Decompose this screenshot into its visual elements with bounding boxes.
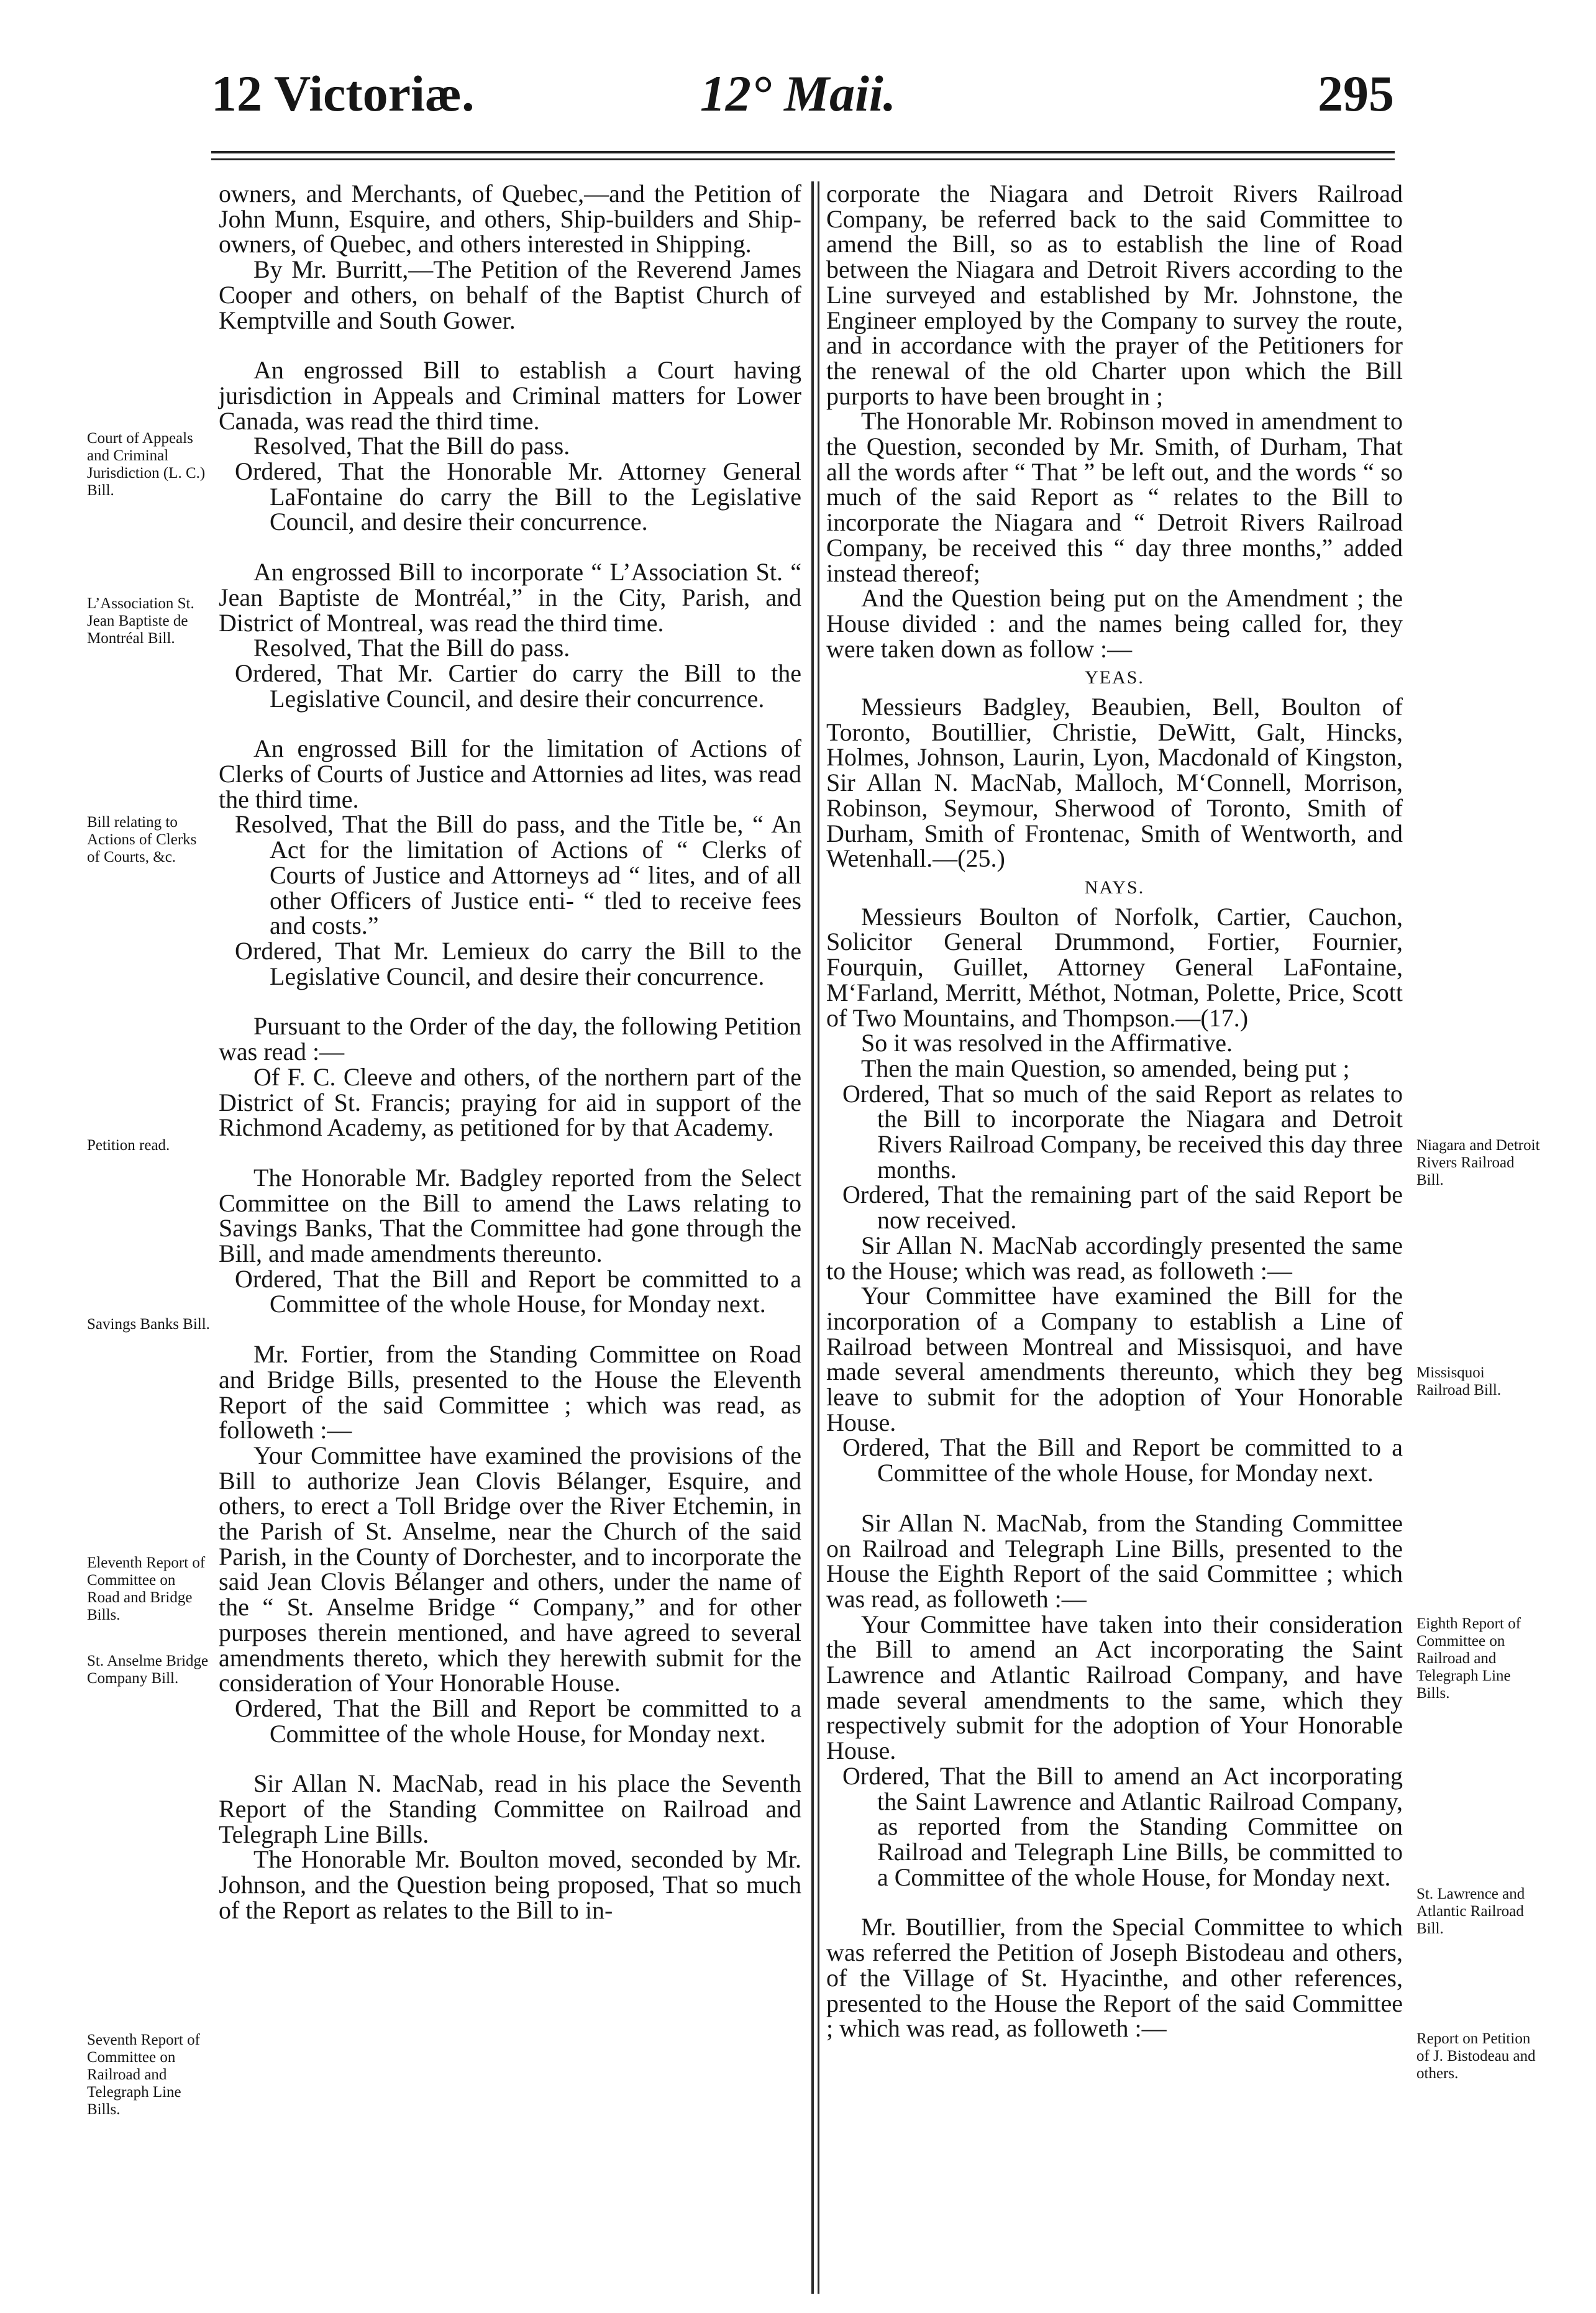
paragraph: Ordered, That the Bill and Report be committed to a Committee of the whole House, for Monday next. bbox=[235, 1694, 801, 1748]
paragraph: Resolved, That the Bill do pass. bbox=[253, 634, 570, 662]
paragraph: Pursuant to the Order of the day, the following Petition was read :— bbox=[219, 1012, 801, 1066]
paragraph: Resolved, That the Bill do pass. bbox=[253, 432, 570, 460]
paragraph: Sir Allan N. MacNab, from the Standing Committee on Railroad and Telegraph Line Bills, presented to the House the Eighth Report of the said Committee ; which was read, as followeth :— bbox=[826, 1508, 1403, 1613]
division-heading-yeas: YEAS. bbox=[1085, 667, 1144, 688]
header-rule bbox=[211, 151, 1395, 153]
paragraph: An engrossed Bill to establish a Court having jurisdiction in Appeals and Criminal matters for Lower Canada, was read the third time. bbox=[219, 356, 801, 435]
margin-note-eleventh-report: Eleventh Report of Committee on Road and Bridge Bills. bbox=[87, 1554, 206, 1623]
paragraph: Your Committee have examined the provisions of the Bill to authorize Jean Clovis Bélanger, Esquire, and others, to erect a Toll Bridge over the River Etchemin, in the Parish of St. Anselme, near the Church of the said Parish, in the County of Dorchester, and to incorporate the said Jean Clovis Bélanger and others, under the name of the “ St. Anselme Bridge “ Company,” and for other purposes therein mentioned, and have agreed to several amendments thereto, which they herewith submit for the consideration of Your Honorable House. bbox=[219, 1441, 801, 1697]
margin-note-missisquoi: Missisquoi Railroad Bill. bbox=[1416, 1364, 1502, 1398]
paragraph: Ordered, That the Bill to amend an Act incorporating the Saint Lawrence and Atlantic Railroad Company, as reported from the Standing Committee on Railroad and Telegraph Line Bills, be committed to a Committee of the whole House, for Monday next. bbox=[842, 1761, 1403, 1891]
margin-note-st-lawrence-atlantic: St. Lawrence and Atlantic Railroad Bill. bbox=[1416, 1886, 1525, 1937]
paragraph: Your Committee have examined the Bill for the incorporation of a Company to establish a Line of Railroad between Montreal and Missisquoi, and have made several amendments thereunto, which they beg leave to submit for the adoption of Your Honorable House. bbox=[826, 1282, 1403, 1436]
paragraph: Ordered, That Mr. Lemieux do carry the Bill to the Legislative Council, and desire their concurrence. bbox=[235, 936, 801, 990]
margin-note-actions-of-clerks: Bill relating to Actions of Clerks of Courts, &c. bbox=[87, 814, 197, 865]
header-center: 12° Maii. bbox=[700, 65, 896, 122]
division-heading-nays: NAYS. bbox=[1084, 877, 1145, 898]
margin-note-seventh-report: Seventh Report of Committee on Railroad and Telegraph Line Bills. bbox=[87, 2032, 200, 2118]
paragraph: By Mr. Burritt,—The Petition of the Reverend James Cooper and others, on behalf of the Baptist Church of Kemptville and South Gower. bbox=[219, 255, 801, 334]
paragraph: Your Committee have taken into their consideration the Bill to amend an Act incorporating the Saint Lawrence and Atlantic Railroad Company, and have made several amendments to the same, which they respectively submit for the adoption of Your Honorable House. bbox=[826, 1610, 1403, 1765]
paragraph: The Honorable Mr. Robinson moved in amendment to the Question, seconded by Mr. Smith, of Durham, That all the words after “ That ” be left out, and the words “ so much of the said Report as “ relates to the Bill to incorporate the Niagara and “ Detroit Rivers Railroad Company, be received this “ day three months,” added instead thereof; bbox=[826, 407, 1403, 587]
paragraph: Sir Allan N. MacNab accordingly presented the same to the House; which was read, as followeth :— bbox=[826, 1231, 1403, 1285]
paragraph: Ordered, That so much of the said Report as relates to the Bill to incorporate the Niagara and Detroit Rivers Railroad Company, be received this day three months. bbox=[842, 1079, 1403, 1184]
paragraph: The Honorable Mr. Badgley reported from the Select Committee on the Bill to amend the Laws relating to Savings Banks, That the Committee had gone through the Bill, and made amendments thereunto. bbox=[219, 1163, 801, 1268]
paragraph: Mr. Boutillier, from the Special Committee to which was referred the Petition of Joseph Bistodeau and others, of the Village of St. Hyacinthe, and other references, presented to the House the Report of the said Committee ; which was read, as followeth :— bbox=[826, 1913, 1403, 2043]
paragraph: So it was resolved in the Affirmative. bbox=[861, 1029, 1233, 1057]
margin-note-petition-read: Petition read. bbox=[87, 1137, 170, 1154]
paragraph: Ordered, That the Bill and Report be committed to a Committee of the whole House, for Monday next. bbox=[842, 1433, 1403, 1487]
paragraph: Sir Allan N. MacNab, read in his place the Seventh Report of the Standing Committee on Railroad and Telegraph Line Bills. bbox=[219, 1769, 801, 1848]
paragraph: An engrossed Bill for the limitation of Actions of Clerks of Courts of Justice and Attornies ad lites, was read the third time. bbox=[219, 734, 801, 813]
paragraph: Ordered, That the remaining part of the said Report be now received. bbox=[842, 1180, 1403, 1234]
header-rule-thin bbox=[211, 158, 1395, 160]
paragraph: Ordered, That the Honorable Mr. Attorney General LaFontaine do carry the Bill to the Legislative Council, and desire their concurrence. bbox=[235, 457, 801, 536]
paragraph: An engrossed Bill to incorporate “ L’Association St. “ Jean Baptiste de Montréal,” in the City, Parish, and District of Montreal, was read the third time. bbox=[219, 558, 801, 637]
left-column bbox=[219, 181, 801, 1923]
paragraph: Of F. C. Cleeve and others, of the northern part of the District of St. Francis; praying for aid in support of the Richmond Academy, as petitioned for by that Academy. bbox=[219, 1062, 801, 1142]
margin-note-niagara-detroit: Niagara and Detroit Rivers Railroad Bill. bbox=[1416, 1137, 1540, 1188]
page-number: 295 bbox=[1318, 65, 1394, 122]
header-left: 12 Victoriæ. bbox=[211, 65, 475, 122]
paragraph: corporate the Niagara and Detroit Rivers Railroad Company, be referred back to the said Committee to amend the Bill, so as to establish the line of Road between the Niagara and Detroit Rivers according to the Line surveyed and established by Mr. Johnstone, the Engineer employed by the Company to survey the route, and in accordance with the prayer of the Petitioners for the renewal of the old Charter upon which the Bill purports to have been brought in ; bbox=[826, 180, 1403, 410]
margin-note-eighth-report: Eighth Report of Committee on Railroad and Telegraph Line Bills. bbox=[1416, 1615, 1521, 1702]
right-column bbox=[826, 181, 1403, 2042]
paragraph: Ordered, That the Bill and Report be committed to a Committee of the whole House, for Monday next. bbox=[235, 1264, 801, 1318]
margin-note-association-st-jean: L’Association St. Jean Baptiste de Montréal Bill. bbox=[87, 595, 194, 647]
paragraph: The Honorable Mr. Boulton moved, seconded by Mr. Johnson, and the Question being proposed, That so much of the Report as relates to the Bill to in- bbox=[219, 1845, 801, 1924]
paragraph: Mr. Fortier, from the Standing Committee on Road and Bridge Bills, presented to the House the Eleventh Report of the said Committee ; which was read, as followeth :— bbox=[219, 1340, 801, 1444]
margin-note-st-anselme: St. Anselme Bridge Company Bill. bbox=[87, 1653, 209, 1687]
column-divider-second bbox=[818, 181, 819, 2294]
paragraph: Messieurs Boulton of Norfolk, Cartier, Cauchon, Solicitor General Drummond, Fortier, Fournier, Fourquin, Guillet, Attorney General LaFontaine, M‘Farland, Merritt, Méthot, Notman, Polette, Price, Scott of Two Mountains, and Thompson.—(17.) bbox=[826, 902, 1403, 1032]
paragraph: And the Question being put on the Amendment ; the House divided : and the names being called for, they were taken down as follow :— bbox=[826, 584, 1403, 663]
paragraph: Then the main Question, so amended, being put ; bbox=[861, 1054, 1350, 1082]
margin-note-court-of-appeals: Court of Appeals and Criminal Jurisdiction (L. C.) Bill. bbox=[87, 430, 206, 499]
paragraph: Ordered, That Mr. Cartier do carry the Bill to the Legislative Council, and desire their concurrence. bbox=[235, 659, 801, 713]
paragraph: Messieurs Badgley, Beaubien, Bell, Boulton of Toronto, Boutillier, Christie, DeWitt, Galt, Hincks, Holmes, Johnson, Laurin, Lyon, Macdonald of Kingston, Sir Allan N. MacNab, Malloch, M‘Connell, Morrison, Robinson, Seymour, Sherwood of Toronto, Smith of Durham, Smith of Frontenac, Smith of Wentworth, and Wetenhall.—(25.) bbox=[826, 693, 1403, 873]
paragraph: Resolved, That the Bill do pass, and the Title be, “ An Act for the limitation of Actions of “ Clerks of Courts of Justice and Attorneys ad “ lites, and of all other Officers of Justice enti- “ tled to receive fees and costs.” bbox=[235, 810, 801, 940]
paragraph: owners, and Merchants, of Quebec,—and the Petition of John Munn, Esquire, and others, Ship-builders and Ship-owners, of Quebec, and others interested in Shipping. bbox=[219, 180, 801, 258]
column-divider bbox=[811, 181, 814, 2294]
margin-note-savings-banks: Savings Banks Bill. bbox=[87, 1316, 210, 1333]
margin-note-bistodeau-petition: Report on Petition of J. Bistodeau and others. bbox=[1416, 2030, 1536, 2082]
